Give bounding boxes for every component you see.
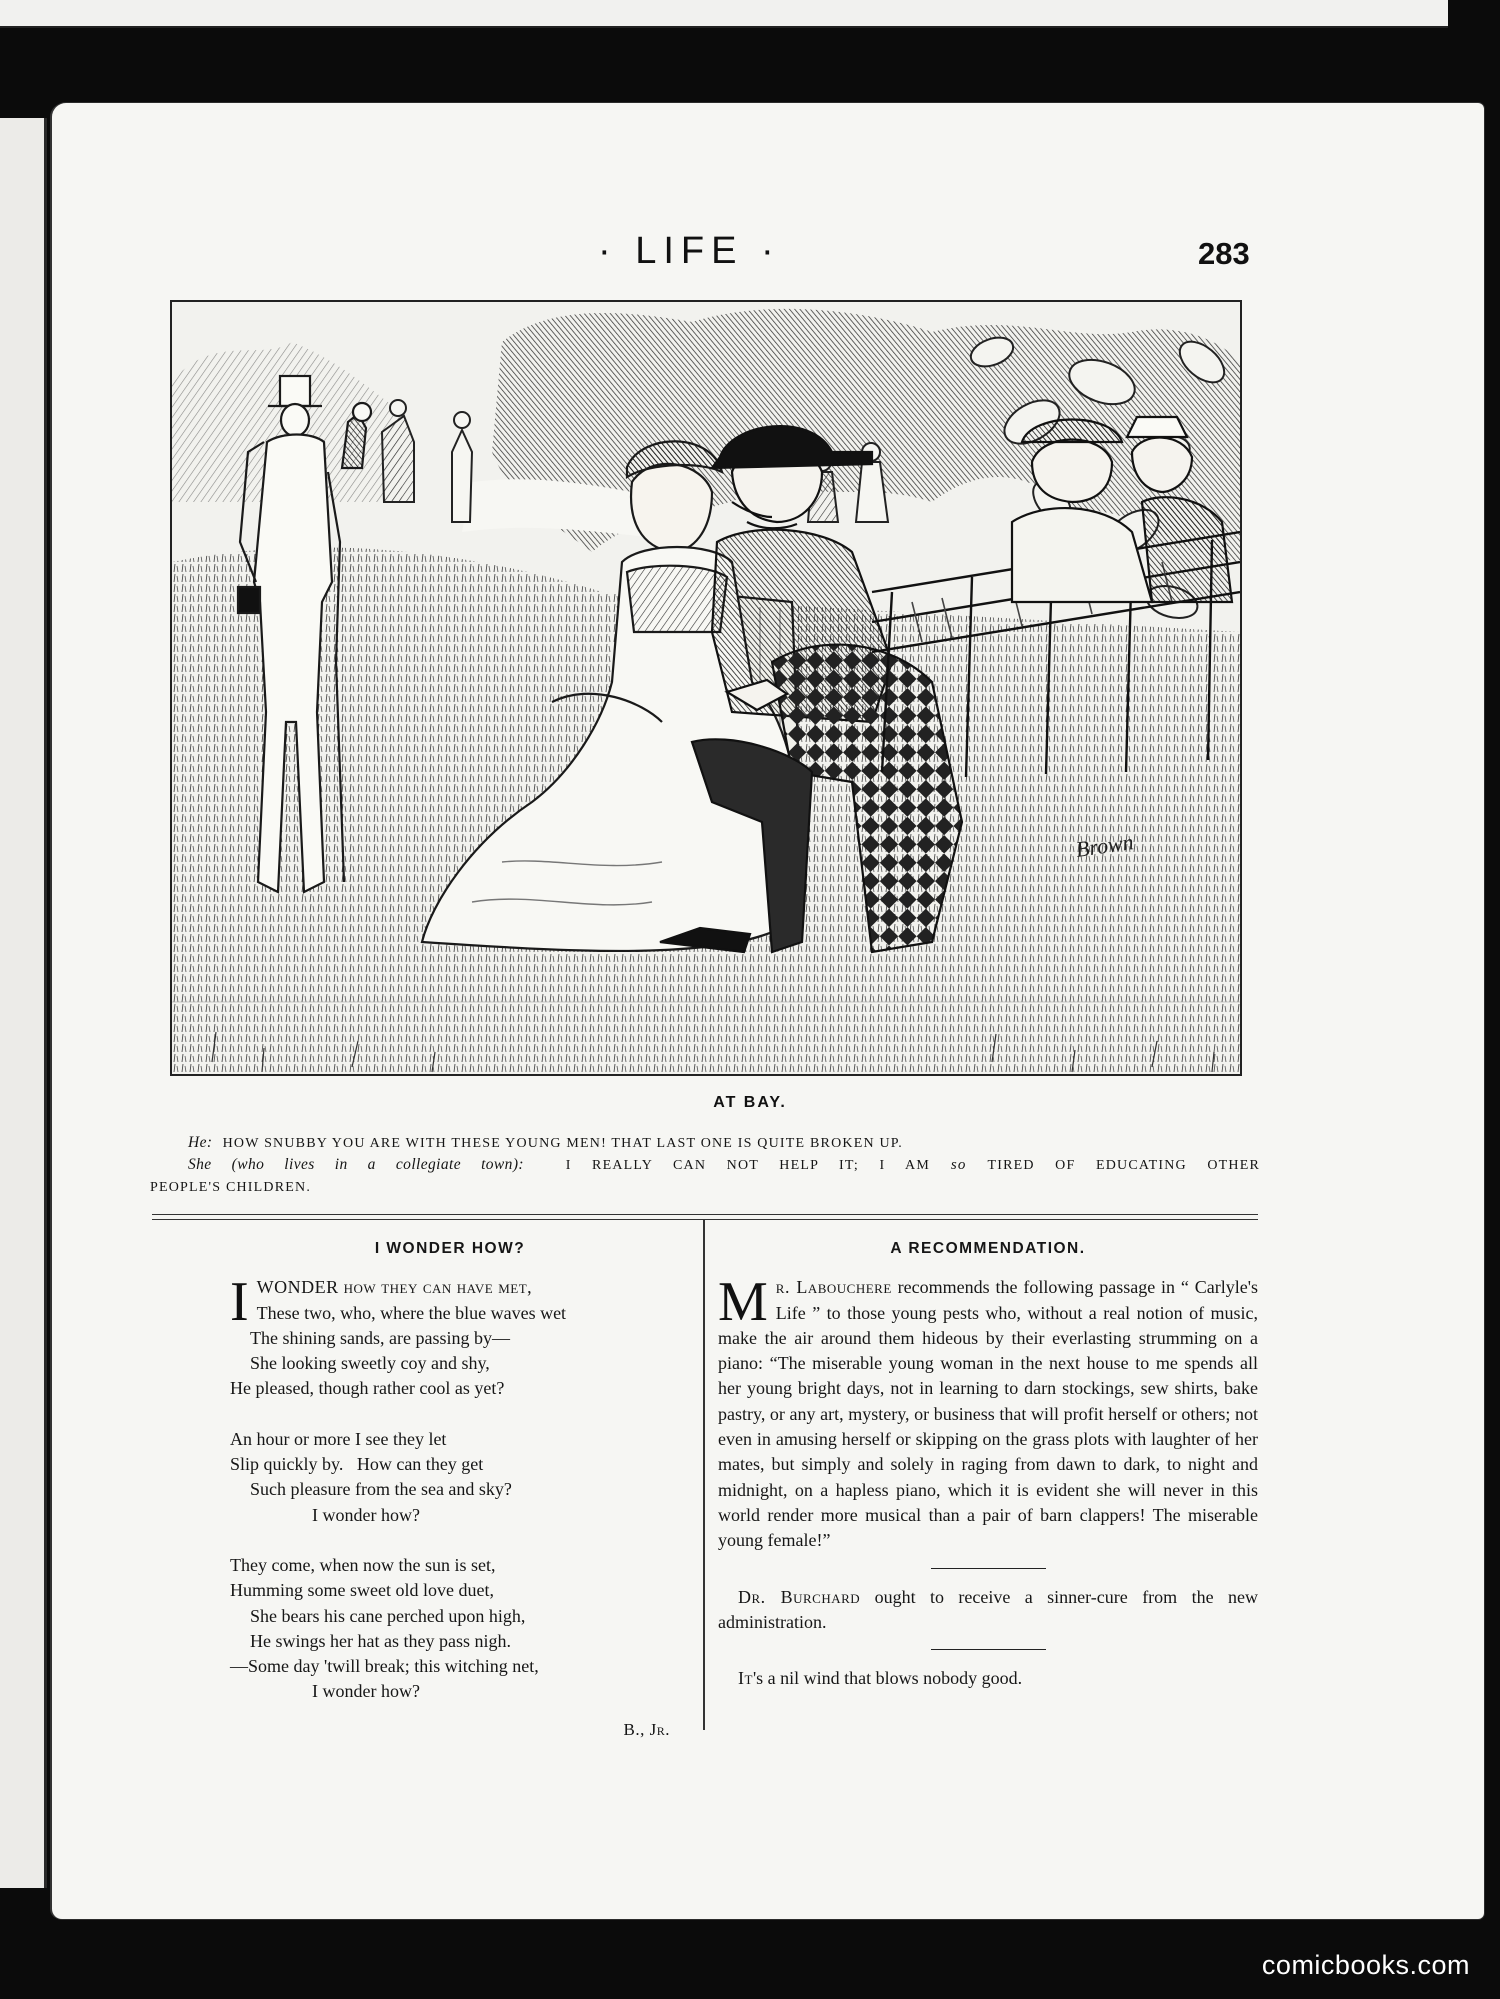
poem-column [230, 1236, 670, 1742]
poem-line: —Some day 'twill break; this witching net, [230, 1656, 539, 1677]
poem-line: Slip quickly by. How can they get [230, 1454, 484, 1475]
poem-line: He pleased, though rather cool as yet? [230, 1378, 505, 1399]
she-text-2: TIRED OF EDUCATING OTHER [987, 1158, 1261, 1173]
poem-line: She bears his cane perched upon high, [250, 1605, 526, 1626]
illustration-title: AT BAY. [713, 1094, 787, 1111]
recommendation-body [718, 1271, 1258, 1553]
burchard-text: ought to receive a sinner-cure from the new administration. [718, 1586, 1258, 1632]
poem-refrain: I wonder how? [312, 1681, 420, 1702]
masthead: · LIFE · [598, 230, 781, 272]
she-line [150, 1154, 1260, 1176]
previous-page-edge-top [0, 0, 1448, 28]
cartoon-dialogue [150, 1132, 1260, 1198]
poem-dropcap: I [230, 1271, 249, 1334]
burchard-paragraph [718, 1585, 1258, 1636]
she-line-continuation [150, 1176, 1260, 1198]
he-speaker: He: [188, 1134, 213, 1151]
poem-stanza-1 [230, 1271, 670, 1401]
previous-page-edge-left [0, 118, 47, 1888]
poem-signature: B., Jr. [623, 1719, 670, 1739]
poem-line: He swings her hat as they pass nigh. [250, 1630, 511, 1651]
burchard-name: Dr. Burchard [738, 1586, 861, 1607]
she-speaker: She (who lives in a collegiate town): [188, 1156, 524, 1173]
section-divider [152, 1214, 1258, 1220]
recommendation-text: recommends the following passage in “ Carlyle's Life ” to those young pests who, without a real notion of music, make the air around them hideous by their everlasting strumming on a piano: “The miserable young woman in the next house to me spends all her young bright days, not in learning to darn stockings, sew shirts, bake pastry, or any art, mystery, or business that will profit herself or others; not even in amusing herself or skipping on the grass plots with laughter of her mates, but simply and solely in raging from dawn to dark, to night and midnight, on a hapless piano, which it is evident she will never in this world render more musical than a pair of barn clappers! The miserable young female!” [718, 1277, 1258, 1551]
poem-line: The shining sands, are passing by— [250, 1327, 510, 1348]
engraving-illustration [170, 300, 1242, 1076]
nil-wind-text: 's a nil wind that blows nobody good. [752, 1668, 1023, 1689]
poem-line: An hour or more I see they let [230, 1428, 447, 1449]
nil-wind-paragraph [718, 1666, 1258, 1691]
recommendation-column [718, 1236, 1258, 1691]
poem-line: Such pleasure from the sea and sky? [250, 1479, 512, 1500]
she-text-1: I REALLY CAN NOT HELP IT; I AM [565, 1158, 930, 1173]
poem-refrain: I wonder how? [312, 1504, 420, 1525]
watermark: comicbooks.com [1261, 1950, 1470, 1980]
she-text-3: PEOPLE'S CHILDREN. [150, 1180, 312, 1195]
poem-title: I WONDER HOW? [374, 1240, 526, 1257]
page-number: 283 [1198, 236, 1250, 271]
short-rule [931, 1568, 1046, 1569]
park-scene-drawing [172, 302, 1240, 1074]
labouchere-name: r. Labouchere [775, 1277, 892, 1298]
poem-line: Humming some sweet old love duet, [230, 1580, 494, 1601]
poem-line: She looking sweetly coy and shy, [250, 1353, 490, 1374]
recommendation-dropcap: M [718, 1271, 768, 1334]
poem-stanza-2 [230, 1427, 670, 1528]
artist-signature: Brown [1074, 829, 1135, 862]
recommendation-title: A RECOMMENDATION. [890, 1240, 1086, 1257]
poem-stanza-3 [230, 1553, 670, 1705]
poem-line: These two, who, where the blue waves wet [256, 1302, 567, 1323]
she-emphasis: so [950, 1157, 967, 1173]
short-rule [931, 1649, 1046, 1650]
poem-line: WONDER how they can have met, [256, 1277, 533, 1298]
column-divider [703, 1220, 705, 1730]
page-header [0, 230, 1500, 290]
poem-line: They come, when now the sun is set, [230, 1554, 496, 1575]
he-line [150, 1132, 1260, 1154]
poem-body [230, 1271, 670, 1742]
he-text: HOW SNUBBY YOU ARE WITH THESE YOUNG MEN! THAT LAST ONE IS QUITE BROKEN UP. [222, 1136, 903, 1151]
nil-wind-lead: It [738, 1668, 753, 1689]
